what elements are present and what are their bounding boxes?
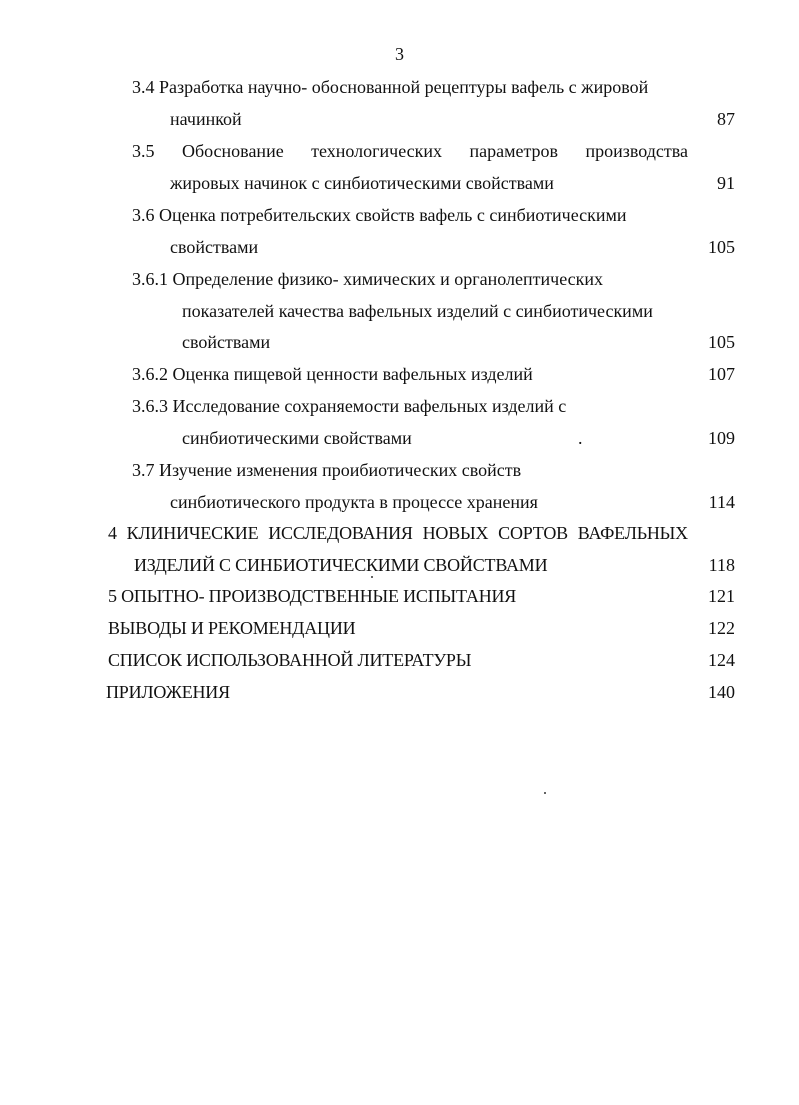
toc-entry-3-4-line1: 3.4 Разработка научно- обоснованной рецептуры вафель с жировой: [132, 77, 649, 97]
toc-word: технологических: [311, 141, 443, 161]
toc-entry-3-7-line2: синбиотического продукта в процессе хранения: [170, 492, 538, 512]
page-number: 3: [395, 44, 404, 64]
toc-entry-3-6-1-page: 105: [708, 332, 735, 352]
toc-entry-5-page: 121: [708, 586, 735, 606]
toc-word: производства: [585, 141, 688, 161]
toc-entry-references: СПИСОК ИСПОЛЬЗОВАННОЙ ЛИТЕРАТУРЫ: [108, 650, 472, 670]
toc-word: Обоснование: [181, 141, 284, 161]
toc-word: ИССЛЕДОВАНИЯ: [268, 523, 413, 543]
toc-entry-3-6-line1: 3.6 Оценка потребительских свойств вафель с синбиотическими: [132, 205, 627, 225]
toc-entry-5-line1: 5 ОПЫТНО- ПРОИЗВОДСТВЕННЫЕ ИСПЫТАНИЯ: [108, 586, 517, 606]
toc-entry-3-6-2-line1: 3.6.2 Оценка пищевой ценности вафельных изделий: [132, 364, 533, 384]
toc-entry-4-page: 118: [708, 555, 735, 575]
toc-entry-3-5-page: 91: [717, 173, 735, 193]
toc-word: КЛИНИЧЕСКИЕ: [126, 523, 259, 543]
toc-entry-references-page: 124: [708, 650, 735, 670]
toc-entry-3-5-line2: жировых начинок с синбиотическими свойствами: [170, 173, 554, 193]
toc-entry-4-line2: ИЗДЕЛИЙ С СИНБИОТИЧЕСКИМИ СВОЙСТВАМИ: [134, 555, 548, 575]
toc-entry-4-line1: [108, 522, 688, 544]
toc-word: СОРТОВ: [498, 523, 568, 543]
toc-entry-3-6-1-line2: показателей качества вафельных изделий с синбиотическими: [182, 301, 653, 321]
toc-entry-conclusions-page: 122: [708, 618, 735, 638]
toc-word: ВАФЕЛЬНЫХ: [577, 523, 688, 543]
toc-word: 3.5: [132, 141, 155, 161]
scan-speck: [371, 576, 373, 578]
scan-speck: [544, 792, 546, 794]
toc-entry-3-7-line1: 3.7 Изучение изменения проибиотических свойств: [132, 460, 522, 480]
toc-entry-3-5-line1: [132, 140, 688, 162]
stray-dot: .: [578, 428, 583, 448]
toc-entry-3-6-3-line1: 3.6.3 Исследование сохраняемости вафельных изделий с: [132, 396, 567, 416]
toc-entry-appendices: ПРИЛОЖЕНИЯ: [106, 682, 230, 702]
toc-entry-3-4-page: 87: [717, 109, 735, 129]
toc-entry-3-6-3-line2: синбиотическими свойствами: [182, 428, 412, 448]
toc-word: 4: [108, 523, 117, 543]
toc-entry-3-6-3-page: 109: [708, 428, 735, 448]
toc-entry-3-4-line2: начинкой: [170, 109, 242, 129]
toc-entry-3-6-2-page: 107: [708, 364, 735, 384]
toc-entry-3-6-page: 105: [708, 237, 735, 257]
toc-entry-3-7-page: 114: [708, 492, 735, 512]
toc-entry-conclusions: ВЫВОДЫ И РЕКОМЕНДАЦИИ: [108, 618, 356, 638]
toc-entry-3-6-1-line3: свойствами: [182, 332, 271, 352]
toc-entry-appendices-page: 140: [708, 682, 735, 702]
toc-entry-3-6-line2: свойствами: [170, 237, 259, 257]
toc-word: НОВЫХ: [422, 523, 489, 543]
toc-entry-3-6-1-line1: 3.6.1 Определение физико- химических и органолептических: [132, 269, 603, 289]
toc-word: параметров: [469, 141, 559, 161]
